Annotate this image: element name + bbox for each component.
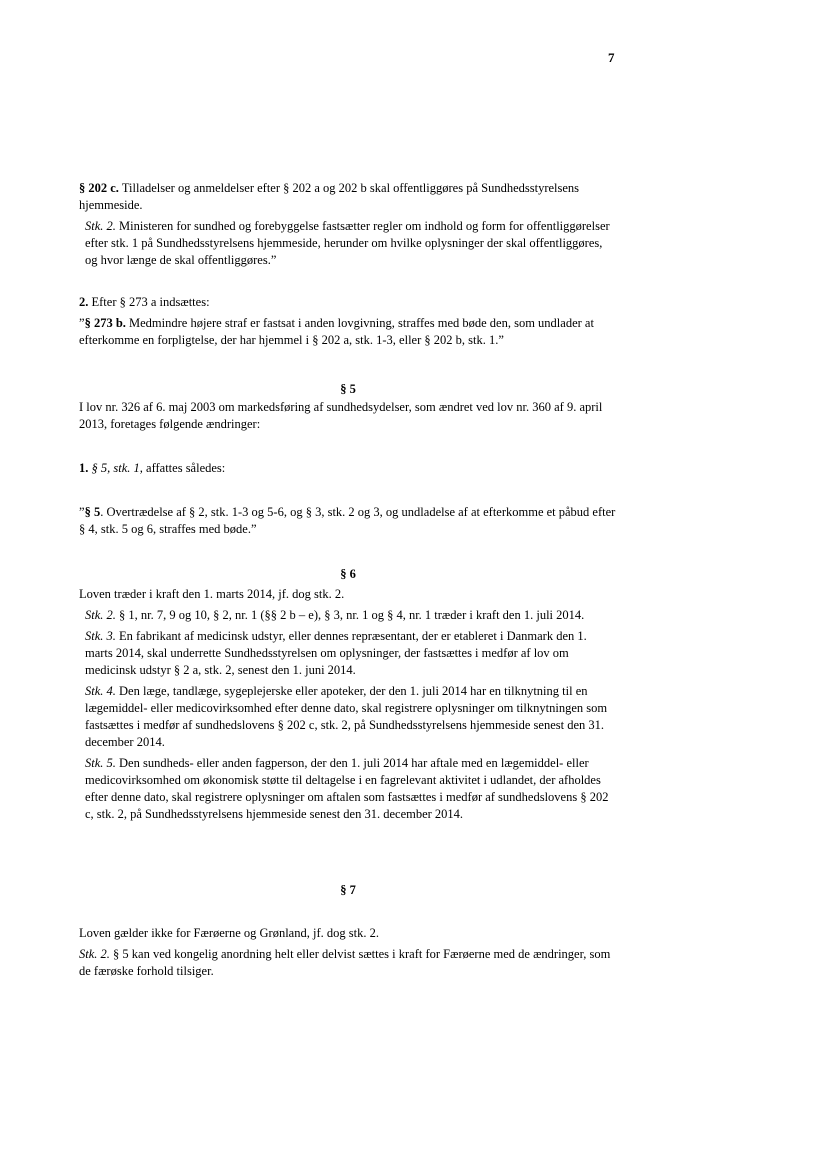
page-number: 7 — [608, 50, 615, 65]
s6-stk3-label: Stk. 3. — [85, 629, 116, 643]
s5-quote-label: § 5 — [84, 505, 101, 519]
s5-item-1 — [79, 460, 617, 477]
s202c-paragraph — [79, 180, 617, 214]
s5-quote-open: ” — [79, 505, 85, 519]
s6-stk2-label: Stk. 2. — [85, 608, 116, 622]
s6-stk3-text: En fabrikant af medicinsk udstyr, eller dennes repræsentant, der er etableret i Danmark den 1. marts 2014, skal underrette Sundhedsstyrelsen om oplysninger, der fastsættes i medfør af lov om medicinsk udstyr § 2 a, stk. 2, senest den 1. juni 2014. — [85, 629, 587, 677]
item2-quote — [79, 315, 617, 349]
s7-stk2 — [79, 946, 617, 980]
item2-quote-open: ” — [79, 316, 85, 330]
s6-p1: Loven træder i kraft den 1. marts 2014, jf. dog stk. 2. — [79, 587, 345, 601]
item-2 — [79, 294, 617, 349]
s7-stk2-text: § 5 kan ved kongelig anordning helt eller delvist sættes i kraft for Færøerne med de ændringer, som de færøske forhold tilsiger. — [79, 947, 611, 978]
s6-stk5-text: Den sundheds- eller anden fagperson, der den 1. juli 2014 har aftale med en lægemiddel- eller medicovirksomhed om økonomisk støtte til deltagelse i en fagrelevant aktivitet i udlandet, der afholdes efter denne dato, skal registrere oplysninger om aftalen som fastsættes i medfør af sundhedslovens § 202 c, stk. 2, på Sundhedsstyrelsens hjemmeside senest den 31. december 2014. — [85, 756, 609, 821]
s6-stk3 — [79, 628, 617, 679]
s5-item1-paragraph — [79, 460, 617, 477]
s7-heading: § 7 — [340, 883, 356, 897]
s6-stk2-text: § 1, nr. 7, 9 og 10, § 2, nr. 1 (§§ 2 b – e), § 3, nr. 1 og § 4, nr. 1 træder i kraft den 1. juli 2014. — [115, 608, 585, 622]
s6-stk4-text: Den læge, tandlæge, sygeplejerske eller apoteker, der den 1. juli 2014 har en tilknytning til en lægemiddel- eller medicovirksomhed efter denne dato, skal registrere oplysninger om tilknytningen som fastsættes i medfør af sundhedslovens § 202 c, stk. 2, på Sundhedsstyrelsens hjemmeside senest den 31. december 2014. — [85, 684, 608, 749]
s5-quote-text: . Overtrædelse af § 2, stk. 1-3 og 5-6, og § 3, stk. 2 og 3, og undladelse af at efterkomme et påbud efter § 4, stk. 5 og 6, straffes med bøde.” — [79, 505, 616, 536]
s202c-stk2 — [79, 218, 617, 269]
section-6 — [79, 586, 617, 823]
item2-quote-label: § 273 b. — [84, 316, 126, 330]
s202c-text: Tilladelser og anmeldelser efter § 202 a og 202 b skal offentliggøres på Sundhedsstyrelsens hjemmeside. — [79, 181, 580, 212]
item2-text: Efter § 273 a indsættes: — [88, 295, 210, 309]
s5-item1-ref: § 5, stk. 1, — [91, 461, 143, 475]
s5-heading: § 5 — [340, 382, 356, 396]
s5-item1-num: 1. — [79, 461, 89, 475]
s202c-stk2-label: Stk. 2. — [85, 219, 116, 233]
section-7 — [79, 925, 617, 980]
s6-stk4 — [79, 683, 617, 751]
s7-stk2-label: Stk. 2. — [79, 947, 110, 961]
section-202c — [79, 180, 617, 269]
s5-item1-text: affattes således: — [142, 461, 226, 475]
s5-quote-paragraph — [79, 504, 617, 538]
s6-stk2 — [79, 607, 617, 624]
section-5 — [79, 399, 617, 433]
s6-stk5-label: Stk. 5. — [85, 756, 116, 770]
s6-stk5 — [79, 755, 617, 823]
s6-stk4-label: Stk. 4. — [85, 684, 116, 698]
s5-intro: I lov nr. 326 af 6. maj 2003 om markedsføring af sundhedsydelser, som ændret ved lov nr. 360 af 9. april 2013, foretages følgende ændringer: — [79, 400, 603, 431]
s5-quote — [79, 504, 617, 538]
s7-p1: Loven gælder ikke for Færøerne og Grønland, jf. dog stk. 2. — [79, 926, 379, 940]
s202c-stk2-text: Ministeren for sundhed og forebyggelse fastsætter regler om indhold og form for offentliggørelser efter stk. 1 på Sundhedsstyrelsens hjemmeside, herunder om hvilke oplysninger der skal offentliggøres, og hvor længe de skal offentliggøres.” — [85, 219, 610, 267]
item2-paragraph — [79, 294, 617, 311]
item2-num: 2. — [79, 295, 89, 309]
s6-heading: § 6 — [340, 567, 356, 581]
s202c-label: § 202 c. — [79, 181, 119, 195]
item2-quote-text: Medmindre højere straf er fastsat i anden lovgivning, straffes med bøde den, som undlader at efterkomme en forpligtelse, der har hjemmel i § 202 a, stk. 1-3, eller § 202 b, stk. 1.” — [79, 316, 594, 347]
